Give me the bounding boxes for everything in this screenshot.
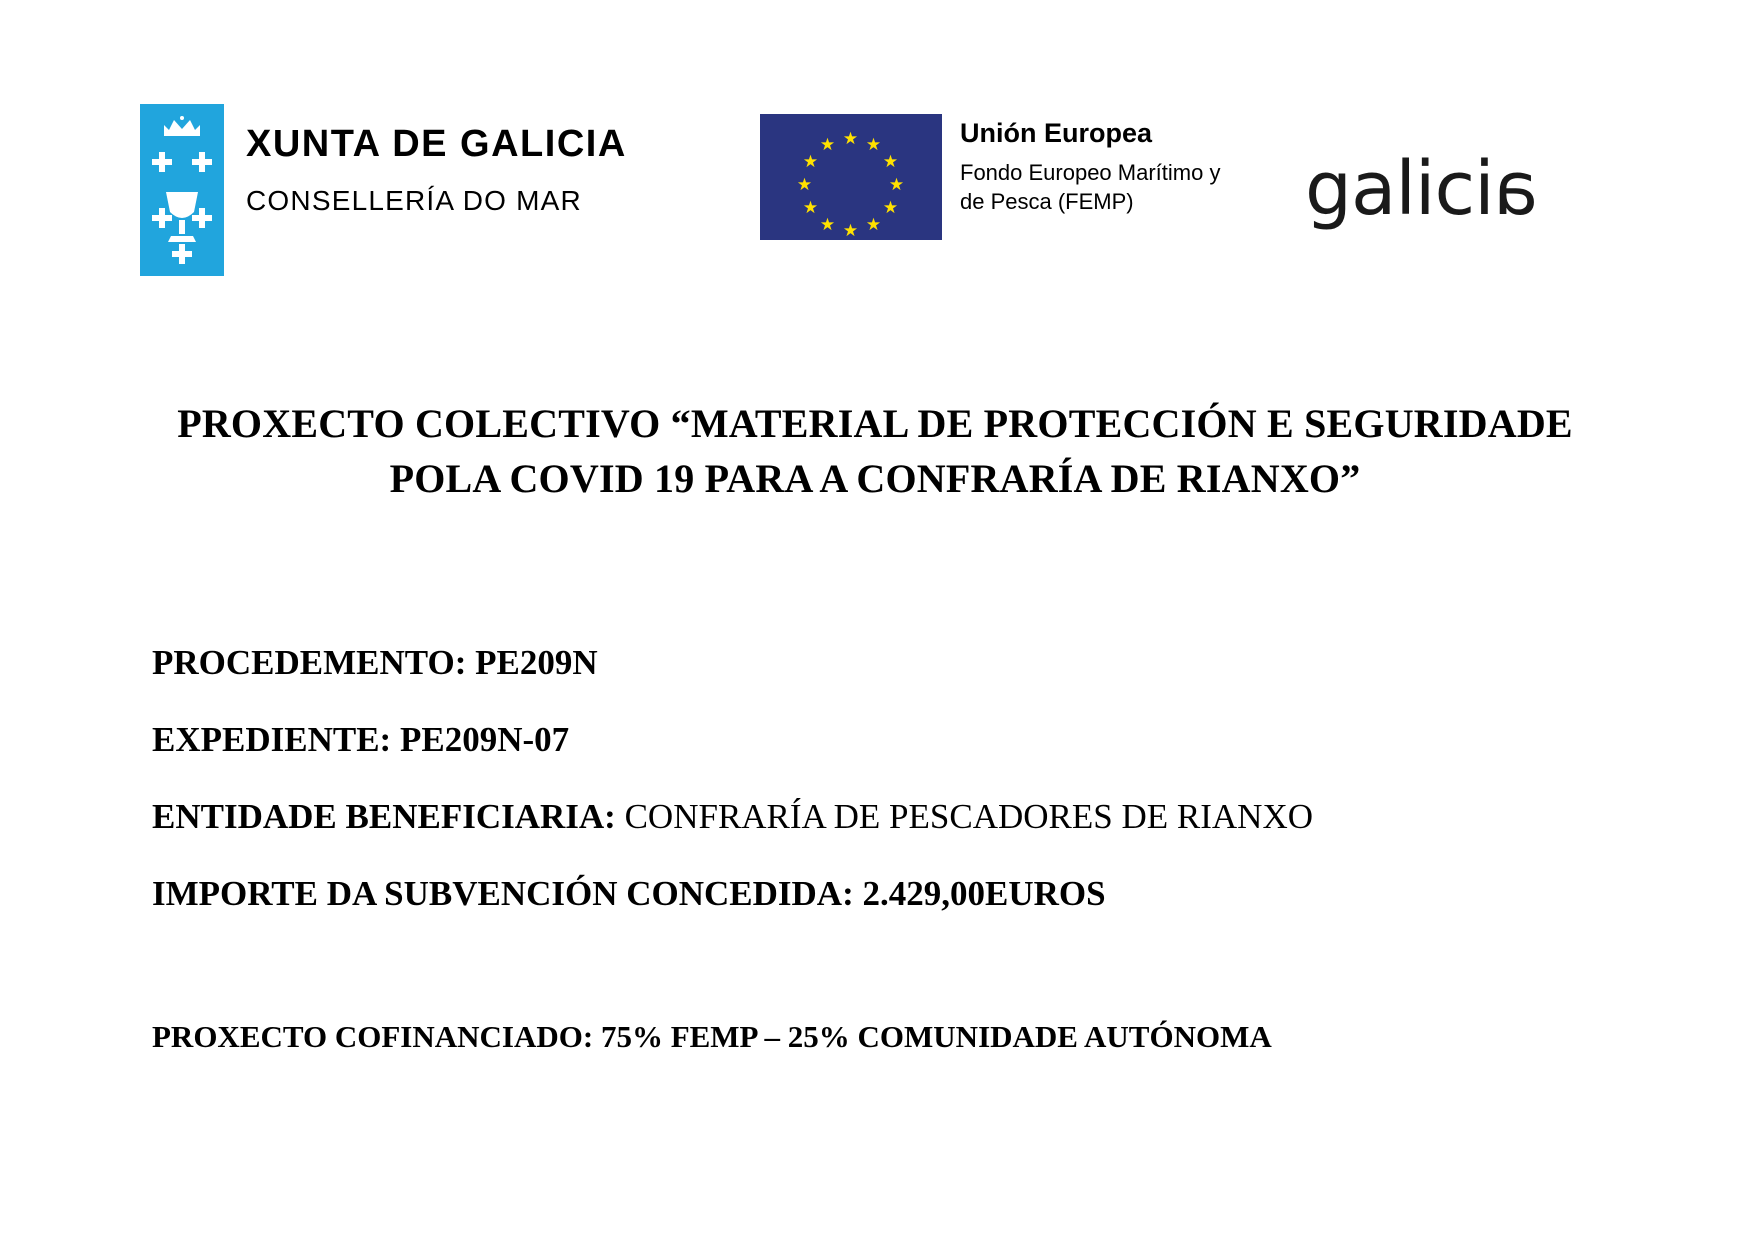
- field-value: PE209N: [475, 643, 598, 682]
- xunta-title: XUNTA DE GALICIA: [246, 123, 627, 165]
- field-label: IMPORTE DA SUBVENCIÓN CONCEDIDA:: [152, 874, 854, 913]
- chalice-icon: [160, 190, 204, 246]
- cofinancing-note: PROXECTO COFINANCIADO: 75% FEMP – 25% COMUNIDADE AUTÓNOMA: [152, 1019, 1272, 1054]
- eu-subtitle-line-1: Fondo Europeo Marítimo y: [960, 160, 1221, 186]
- xunta-subtitle: CONSELLERÍA DO MAR: [246, 184, 582, 216]
- european-union-logo: [760, 114, 1220, 240]
- field-label: PROCEDEMENTO:: [152, 643, 467, 682]
- field-label: ENTIDADE BENEFICIARIA:: [152, 797, 616, 836]
- field-value: 2.429,00EUROS: [862, 874, 1106, 913]
- xunta-text-block: [246, 104, 627, 217]
- field-label: EXPEDIENTE:: [152, 720, 392, 759]
- field-value: PE209N-07: [399, 720, 570, 759]
- eu-subtitle-line-2: de Pesca (FEMP): [960, 188, 1134, 214]
- cross-icon: [192, 152, 212, 172]
- field-importe-subvencion: [152, 876, 1622, 911]
- xunta-de-galicia-logo: [140, 104, 627, 276]
- cross-icon: [172, 244, 192, 264]
- field-entidade-beneficiaria: [152, 799, 1622, 834]
- field-value: CONFRARÍA DE PESCADORES DE RIANXO: [624, 797, 1313, 836]
- galicia-wordmark-text: galicia: [1305, 146, 1539, 232]
- field-list: [152, 645, 1622, 953]
- galicia-coat-of-arms-icon: [140, 104, 224, 276]
- eu-flag-icon: ★ ★ ★ ★ ★ ★ ★ ★ ★ ★ ★ ★: [760, 114, 942, 240]
- logo-row: [140, 96, 1610, 296]
- crown-icon: [162, 116, 202, 138]
- page-title: PROXECTO COLECTIVO “MATERIAL DE PROTECCIÓN E SEGURIDADE POLA COVID 19 PARA A CONFRARÍA DE RIANXO”: [177, 401, 1573, 502]
- cross-icon: [152, 152, 172, 172]
- field-expediente: [152, 722, 1622, 757]
- eu-title: Unión Europea: [960, 118, 1153, 148]
- eu-text-block: [960, 114, 1220, 216]
- galicia-wordmark-logo: [1305, 146, 1539, 232]
- field-procedemento: [152, 645, 1622, 680]
